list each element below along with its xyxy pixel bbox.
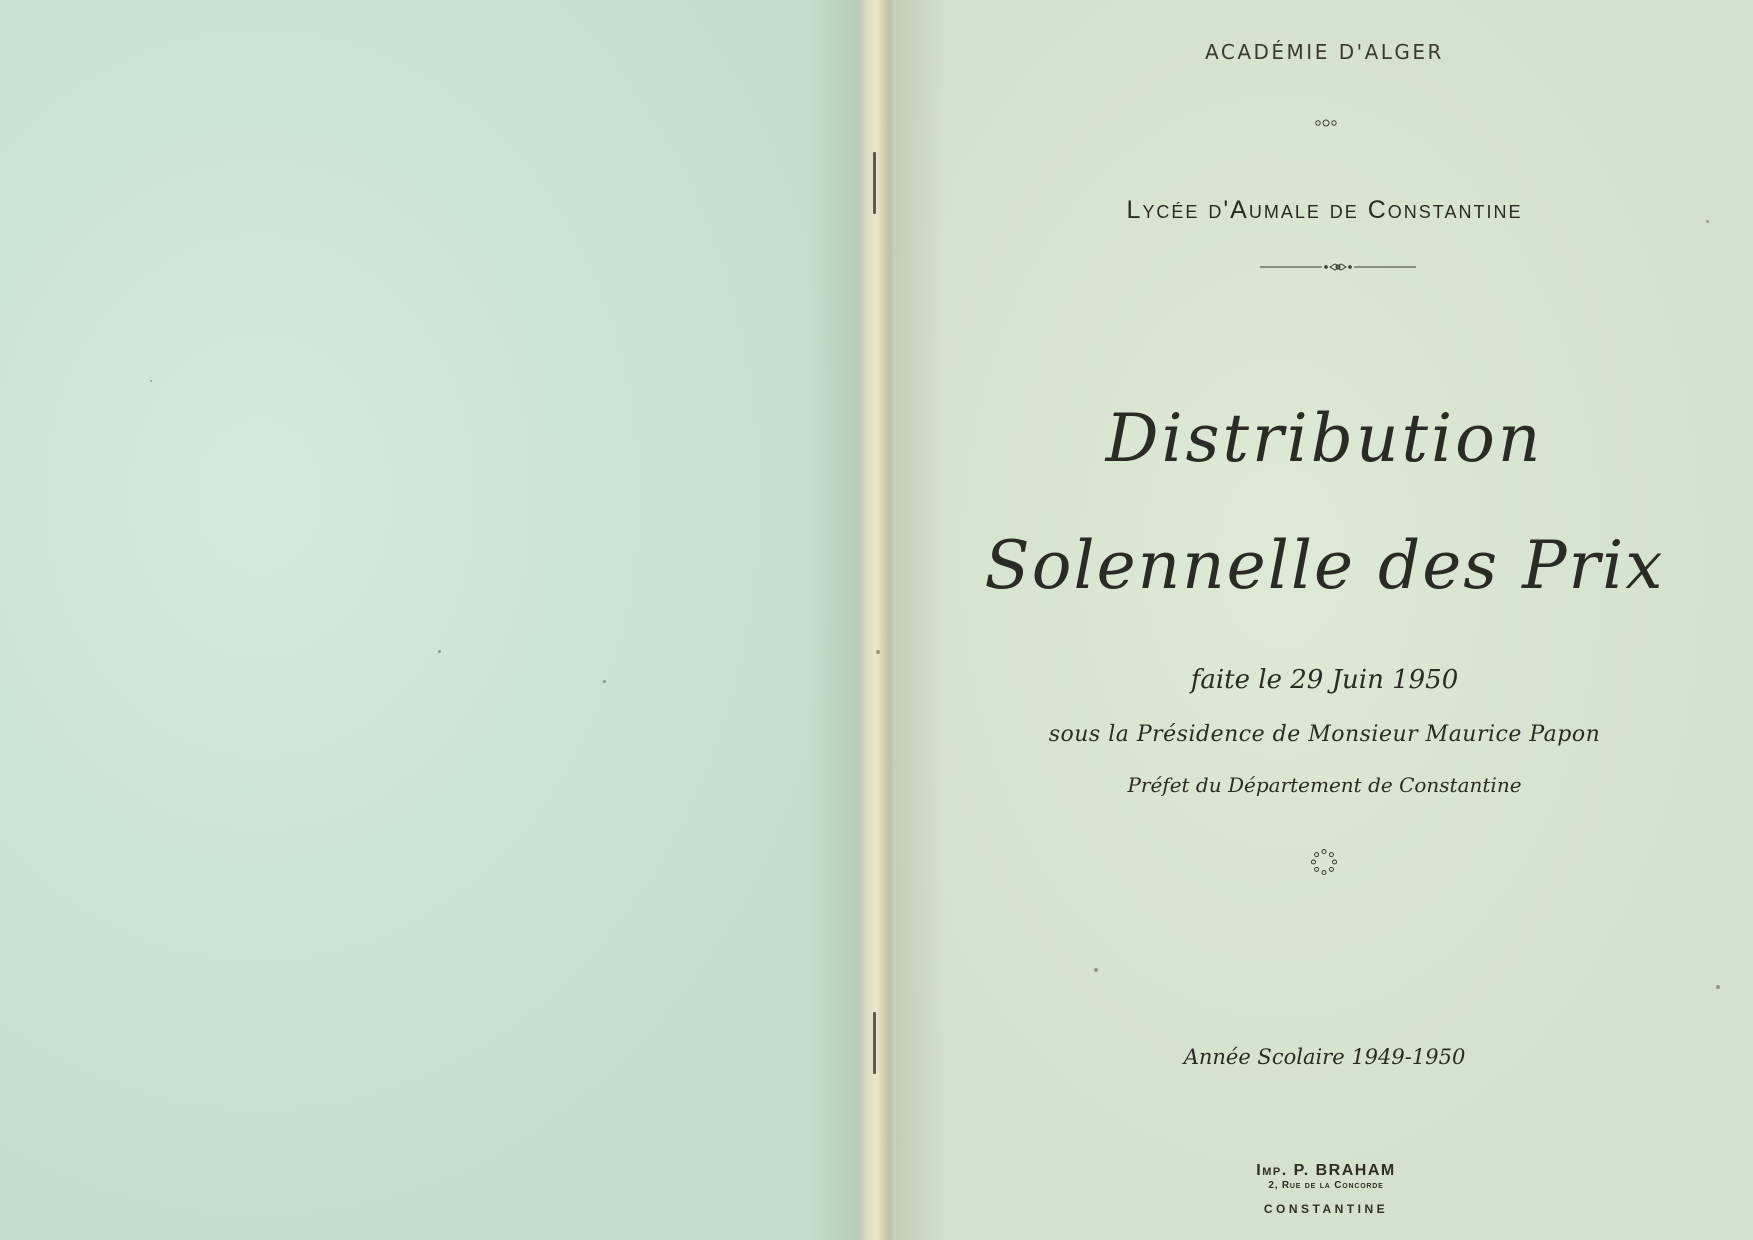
annee-scolaire-line: Année Scolaire 1949-1950 — [1183, 1045, 1466, 1069]
staple-stitch — [873, 152, 876, 214]
title-distribution: Distribution — [1105, 400, 1544, 477]
paper-speck — [876, 650, 880, 654]
title-page — [896, 0, 1753, 1240]
date-line: faite le 29 Juin 1950 — [1190, 665, 1459, 695]
decorative-rule-icon — [1260, 260, 1416, 274]
small-circles-ornament-icon — [1314, 118, 1338, 128]
paper-speck — [1716, 985, 1720, 989]
printer-city: CONSTANTINE — [1263, 1202, 1389, 1216]
printer-name: Imp. P. BRAHAM — [1256, 1162, 1396, 1179]
printer-address: 2, Rue de la Concorde — [1268, 1180, 1384, 1191]
title-solennelle: Solennelle des Prix — [984, 527, 1665, 604]
staple-stitch — [873, 1012, 876, 1074]
paper-speck — [150, 380, 152, 382]
academie-heading: ACADÉMIE D'ALGER — [1205, 40, 1444, 64]
presidence-line: sous la Présidence de Monsieur Maurice Papon — [1048, 722, 1601, 747]
paper-speck — [1094, 968, 1098, 972]
paper-speck — [438, 650, 441, 653]
binding-gutter — [858, 0, 898, 1240]
paper-speck — [603, 680, 606, 683]
paper-speck — [1706, 220, 1709, 223]
prefet-line: Préfet du Département de Constantine — [1127, 773, 1522, 797]
ring-of-dots-ornament-icon — [1310, 848, 1338, 876]
blank-left-page — [0, 0, 866, 1240]
lycee-heading: Lycée d'Aumale de Constantine — [1126, 196, 1523, 224]
